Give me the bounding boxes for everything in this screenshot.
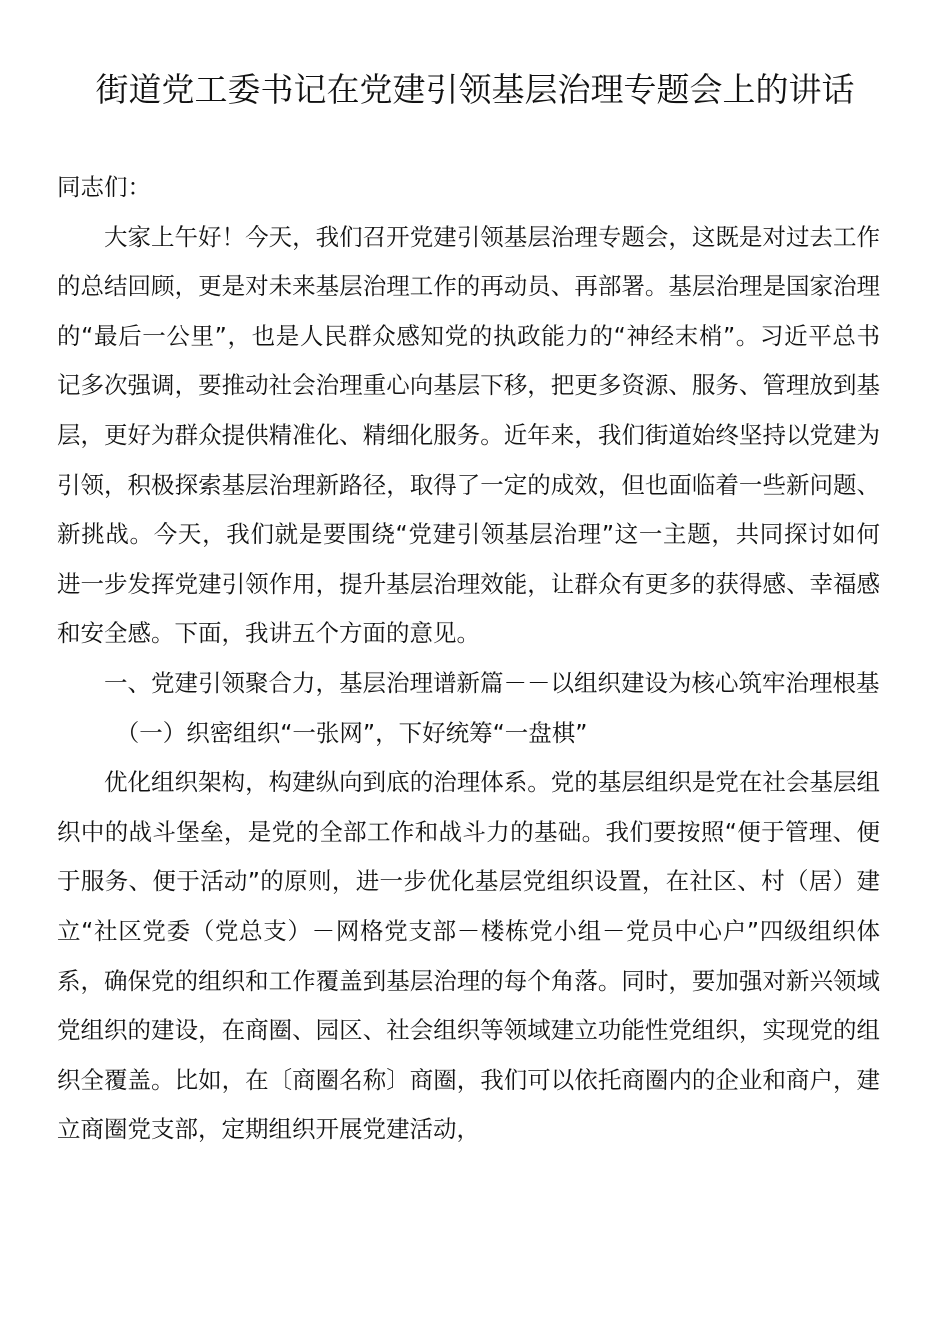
subsection-heading-1: （一）织密组织“一张网”，下好统筹“一盘棋” <box>115 718 588 747</box>
paragraph-organization: 优化组织架构，构建纵向到底的治理体系。党的基层组织是党在社会基层组织中的战斗堡垒，是党的全部工作和战斗力的基础。我们要按照“便于管理、便于服务、便于活动”的原则，进一步优化基层党组织设置，在社区、村（居）建立“社区党委（党总支）－网格党支部－楼栋党小组－党员中心户”四级组织体系，确保党的组织和工作覆盖到基层治理的每个角落。同时，要加强对新兴领域党组织的建设，在商圈、园区、社会组织等领域建立功能性党组织，实现党的组织全覆盖。比如，在〔商圈名称〕商圈，我们可以依托商圈内的企业和商户，建立商圈党支部，定期组织开展党建活动， <box>57 768 880 1144</box>
paragraph-opening: 大家上午好！今天，我们召开党建引领基层治理专题会，这既是对过去工作的总结回顾，更是对未来基层治理工作的再动员、再部署。基层治理是国家治理的“最后一公里”，也是人民群众感知党的执政能力的“神经末梢”。习近平总书记多次强调，要推动社会治理重心向基层下移，把更多资源、服务、管理放到基层，更好为群众提供精准化、精细化服务。近年来，我们街道始终坚持以党建为引领，积极探索基层治理新路径，取得了一定的成效，但也面临着一些新问题、新挑战。今天，我们就是要围绕“党建引领基层治理”这一主题，共同探讨如何进一步发挥党建引领作用，提升基层治理效能，让群众有更多的获得感、幸福感和安全感。下面，我讲五个方面的意见。 <box>57 222 880 648</box>
document-body <box>57 163 880 1155</box>
page-title: 街道党工委书记在党建引领基层治理专题会上的讲话 <box>95 70 855 109</box>
section-heading-1: 一、党建引领聚合力，基层治理谱新篇－－以组织建设为核心筑牢治理根基 <box>104 668 880 697</box>
greeting: 同志们： <box>57 173 151 201</box>
